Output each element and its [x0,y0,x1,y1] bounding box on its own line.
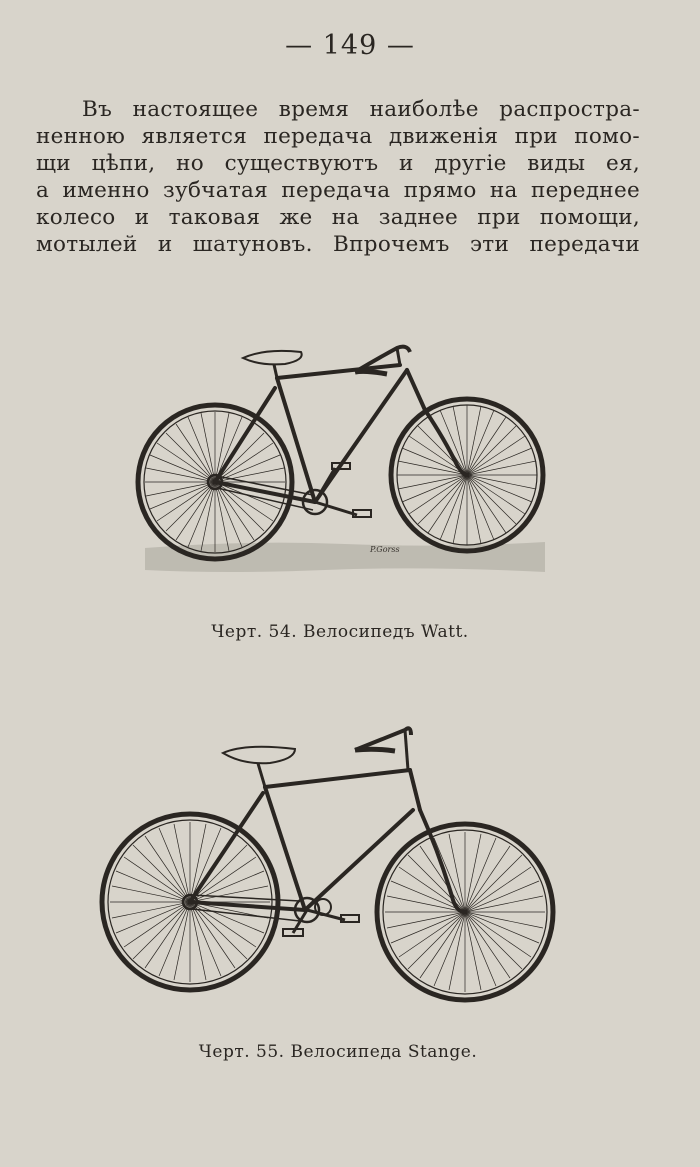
text-line: ненною является передача движенія при помо- [36,124,640,149]
body-text [36,96,640,258]
engraver-mark: P.Gorss [370,545,400,554]
bicycle-stange-illustration [95,715,565,1015]
text-line: мотылей и шатуновъ. Впрочемъ эти передачи [36,232,640,257]
page-number: — 149 — [285,30,415,61]
text-line: а именно зубчатая передача прямо на переднее [36,178,640,203]
bicycle-watt-illustration [125,330,565,580]
text-line: Въ настоящее время наиболѣе распростра- [82,97,640,122]
text-line: колесо и таковая же на заднее при помощи, [36,205,640,230]
figure-54-caption: Черт. 54. Велосипедъ Watt. [211,622,469,642]
figure-55-caption: Черт. 55. Велосипеда Stange. [198,1042,478,1062]
text-line: щи цѣпи, но существуютъ и другіе виды ея, [36,151,640,176]
